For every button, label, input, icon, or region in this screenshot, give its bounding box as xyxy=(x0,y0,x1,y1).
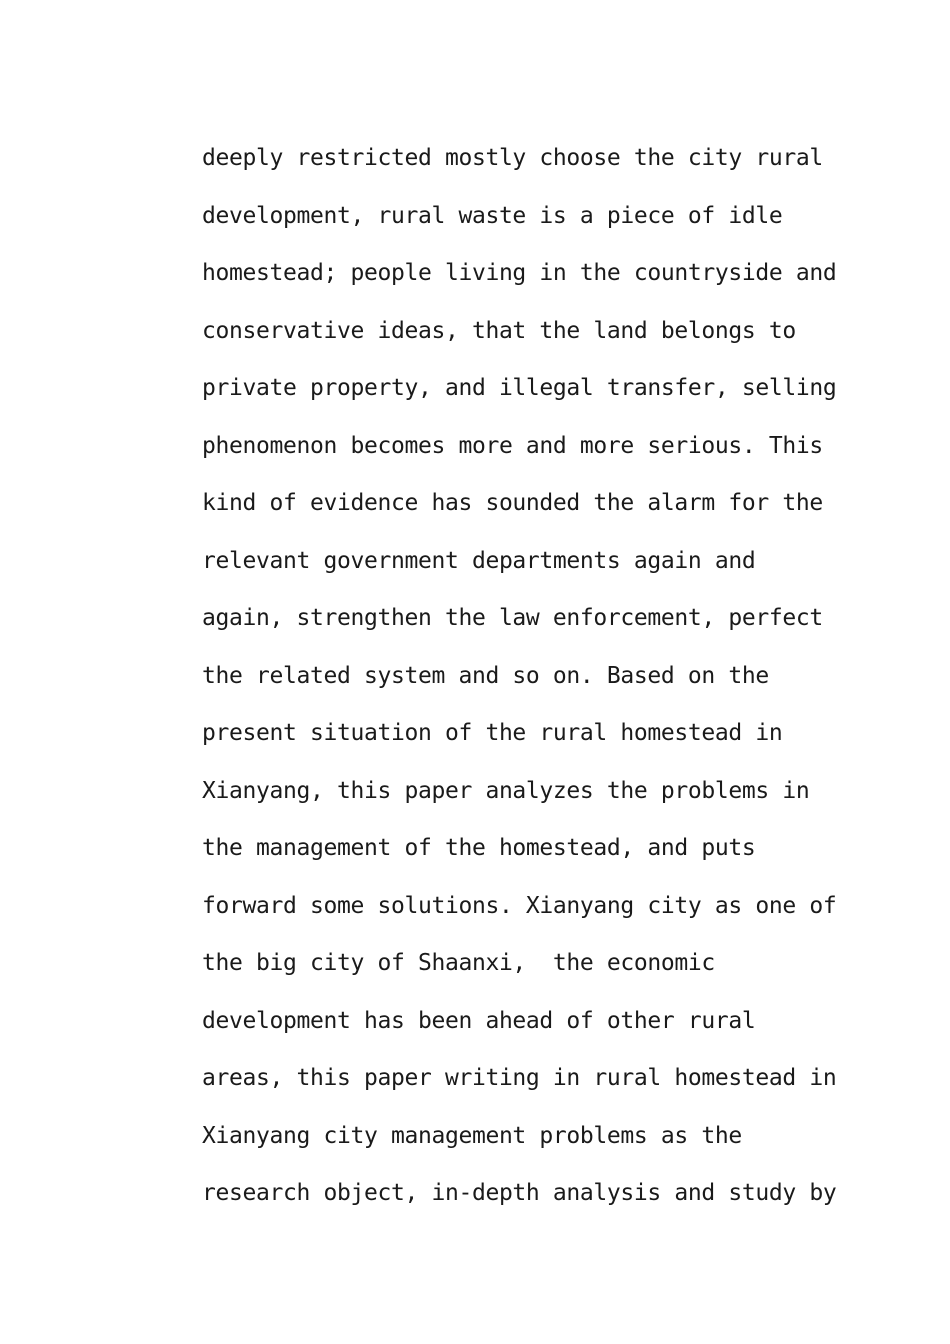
text-line: deeply restricted mostly choose the city rural xyxy=(202,145,823,171)
text-line: again, strengthen the law enforcement, perfect xyxy=(202,605,823,631)
text-line: relevant government departments again and xyxy=(202,547,756,574)
text-line: development has been ahead of other rural xyxy=(202,1007,756,1034)
text-line: homestead; people living in the countryside and xyxy=(202,260,837,286)
body-paragraph xyxy=(202,138,842,1231)
text-line: conservative ideas, that the land belongs to xyxy=(202,317,796,344)
text-line: the management of the homestead, and puts xyxy=(202,835,756,861)
text-line: forward some solutions. Xianyang city as one of xyxy=(202,892,837,919)
text-line: research object, in-depth analysis and study by xyxy=(202,1180,837,1206)
text-line: phenomenon becomes more and more serious. This xyxy=(202,432,823,459)
text-line: Xianyang, this paper analyzes the problems in xyxy=(202,777,810,804)
text-line: the big city of Shaanxi, the economic xyxy=(202,950,715,976)
text-line: development, rural waste is a piece of idle xyxy=(202,202,783,229)
text-line: the related system and so on. Based on the xyxy=(202,662,769,689)
text-line: present situation of the rural homestead in xyxy=(202,720,783,746)
text-line: Xianyang city management problems as the xyxy=(202,1122,742,1149)
text-line: areas, this paper writing in rural homestead in xyxy=(202,1065,837,1091)
text-line: private property, and illegal transfer, selling xyxy=(202,375,837,401)
text-line: kind of evidence has sounded the alarm for the xyxy=(202,490,823,516)
